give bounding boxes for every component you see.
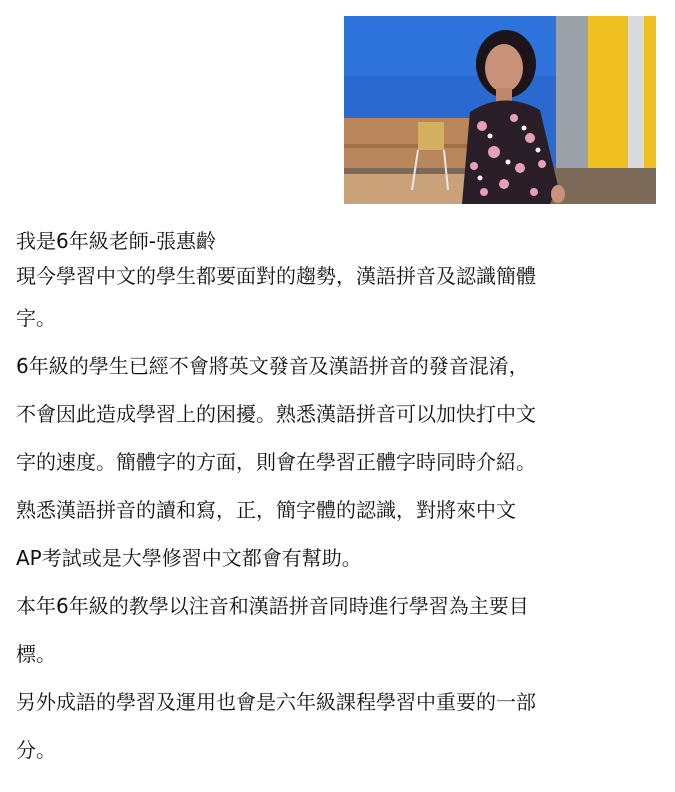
article-content <box>16 224 661 774</box>
paragraph-line: AP考試或是大學修習中文都會有幫助。 <box>16 546 362 570</box>
paragraph-line: 字。 <box>16 306 56 330</box>
paragraph-line: 不會因此造成學習上的困擾。熟悉漢語拼音可以加快打中文 <box>16 402 536 426</box>
paragraph-line: 字的速度。簡體字的方面，則會在學習正體字時同時介紹。 <box>16 450 536 474</box>
paragraph <box>16 582 661 678</box>
photo-chair <box>418 122 444 150</box>
paragraph <box>16 258 661 342</box>
paragraph-line: 6年級的學生已經不會將英文發音及漢語拼音的發音混淆， <box>16 354 529 378</box>
paragraph-line: 現今學習中文的學生都要面對的趨勢，漢語拼音及認識簡體 <box>16 264 536 288</box>
paragraph-line: 本年6年級的教學以注音和漢語拼音同時進行學習為主要目 <box>16 594 529 618</box>
paragraph-line: 分。 <box>16 738 56 762</box>
photo-face <box>485 44 523 92</box>
teacher-heading: 我是6年級老師-張惠齡 <box>16 229 216 253</box>
teacher-photo-illustration <box>344 16 656 204</box>
paragraph-line: 另外成語的學習及運用也會是六年級課程學習中重要的一部 <box>16 690 536 714</box>
paragraph-line: 熟悉漢語拼音的讀和寫，正，簡字體的認識，對將來中文 <box>16 498 516 522</box>
photo-hand <box>551 185 565 203</box>
paragraph <box>16 342 661 582</box>
teacher-photo <box>344 16 656 204</box>
paragraph-line: 標。 <box>16 642 56 666</box>
paragraph <box>16 678 661 774</box>
